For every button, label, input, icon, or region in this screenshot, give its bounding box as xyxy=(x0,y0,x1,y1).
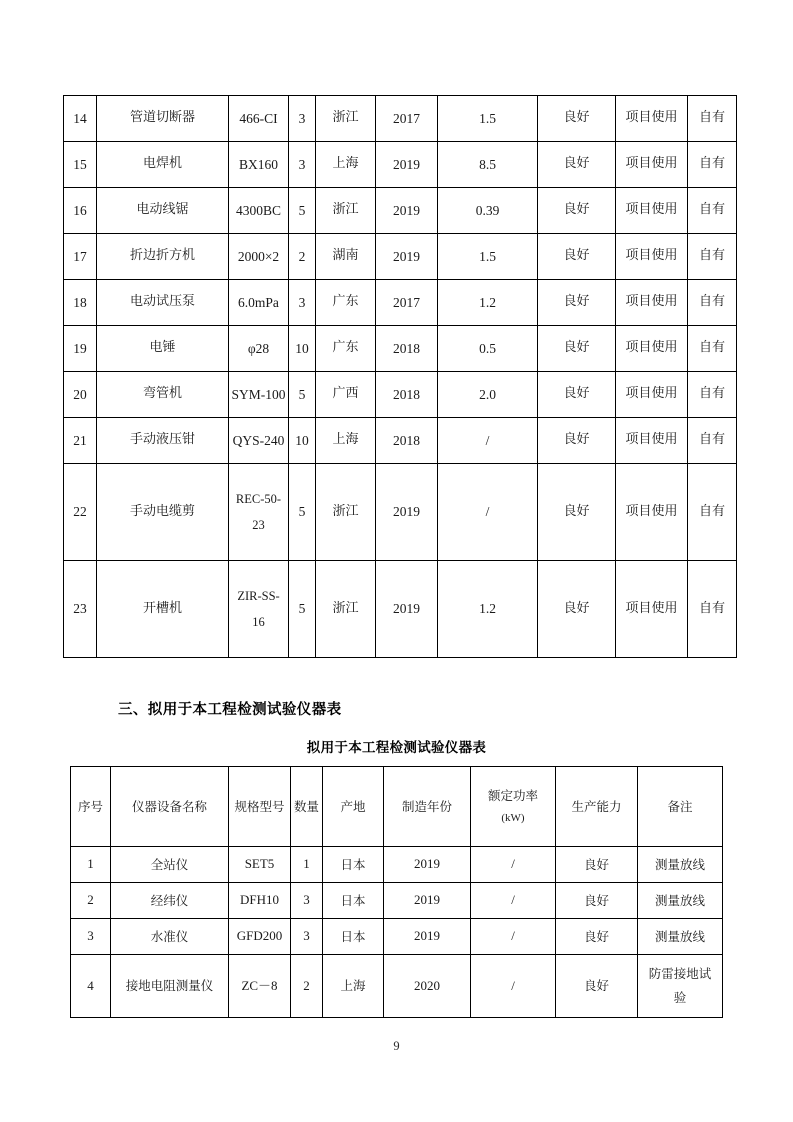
cell-model: SET5 xyxy=(229,847,291,883)
cell-power: / xyxy=(438,418,538,464)
cell-name: 手动电缆剪 xyxy=(97,464,229,561)
cell-remark xyxy=(638,955,723,1018)
cell-name: 电动线锯 xyxy=(97,188,229,234)
cell-capacity: 良好 xyxy=(556,883,638,919)
cell-condition: 良好 xyxy=(538,464,616,561)
cell-quantity: 5 xyxy=(289,372,316,418)
cell-year: 2017 xyxy=(376,280,438,326)
cell-name: 水准仪 xyxy=(111,919,229,955)
cell-name: 折边折方机 xyxy=(97,234,229,280)
cell-power: / xyxy=(471,847,556,883)
table-row xyxy=(64,234,737,280)
cell-remark: 测量放线 xyxy=(638,883,723,919)
cell-power: / xyxy=(471,919,556,955)
cell-model: 6.0mPa xyxy=(229,280,289,326)
cell-origin: 上海 xyxy=(316,418,376,464)
cell-remark: 测量放线 xyxy=(638,919,723,955)
cell-origin: 广西 xyxy=(316,372,376,418)
cell-quantity: 3 xyxy=(291,883,323,919)
cell-remark: 自有 xyxy=(688,464,737,561)
table-row xyxy=(71,847,723,883)
cell-usage: 项目使用 xyxy=(616,188,688,234)
cell-power: 1.5 xyxy=(438,96,538,142)
cell-quantity: 10 xyxy=(289,418,316,464)
cell-name: 电焊机 xyxy=(97,142,229,188)
cell-year: 2019 xyxy=(384,847,471,883)
cell-year: 2019 xyxy=(376,561,438,658)
cell-index: 15 xyxy=(64,142,97,188)
cell-condition: 良好 xyxy=(538,96,616,142)
cell-index: 2 xyxy=(71,883,111,919)
cell-year: 2020 xyxy=(384,955,471,1018)
table-row xyxy=(71,919,723,955)
cell-name: 接地电阻测量仪 xyxy=(111,955,229,1018)
cell-capacity: 良好 xyxy=(556,919,638,955)
cell-name: 管道切断器 xyxy=(97,96,229,142)
cell-year: 2018 xyxy=(376,326,438,372)
cell-name: 电锤 xyxy=(97,326,229,372)
cell-origin: 上海 xyxy=(316,142,376,188)
cell-capacity: 良好 xyxy=(556,847,638,883)
table-row xyxy=(64,280,737,326)
cell-origin: 日本 xyxy=(323,919,384,955)
cell-origin: 浙江 xyxy=(316,561,376,658)
cell-power: 0.5 xyxy=(438,326,538,372)
cell-remark: 测量放线 xyxy=(638,847,723,883)
cell-index: 18 xyxy=(64,280,97,326)
cell-year: 2018 xyxy=(376,418,438,464)
table-row xyxy=(64,418,737,464)
cell-power: 1.2 xyxy=(438,561,538,658)
cell-usage: 项目使用 xyxy=(616,280,688,326)
equipment-table xyxy=(63,95,737,658)
cell-power: 2.0 xyxy=(438,372,538,418)
table-header-row xyxy=(71,767,723,847)
header-name: 仪器设备名称 xyxy=(111,767,229,847)
cell-model: BX160 xyxy=(229,142,289,188)
cell-usage: 项目使用 xyxy=(616,234,688,280)
cell-model xyxy=(229,561,289,658)
cell-remark: 自有 xyxy=(688,96,737,142)
section-heading: 三、拟用于本工程检测试验仪器表 xyxy=(118,702,342,718)
header-year: 制造年份 xyxy=(384,767,471,847)
table-row xyxy=(64,326,737,372)
model-line: 23 xyxy=(252,518,265,532)
cell-condition: 良好 xyxy=(538,418,616,464)
header-capacity: 生产能力 xyxy=(556,767,638,847)
cell-index: 1 xyxy=(71,847,111,883)
cell-condition: 良好 xyxy=(538,326,616,372)
cell-origin: 广东 xyxy=(316,326,376,372)
cell-quantity: 2 xyxy=(291,955,323,1018)
cell-power: / xyxy=(471,955,556,1018)
cell-usage: 项目使用 xyxy=(616,372,688,418)
cell-index: 19 xyxy=(64,326,97,372)
cell-origin: 浙江 xyxy=(316,188,376,234)
cell-origin: 上海 xyxy=(323,955,384,1018)
cell-remark: 自有 xyxy=(688,188,737,234)
cell-name: 手动液压钳 xyxy=(97,418,229,464)
cell-name: 全站仪 xyxy=(111,847,229,883)
cell-name: 电动试压泵 xyxy=(97,280,229,326)
table-row xyxy=(64,372,737,418)
table-row xyxy=(71,955,723,1018)
cell-index: 23 xyxy=(64,561,97,658)
instrument-table xyxy=(70,766,723,1018)
cell-remark: 自有 xyxy=(688,142,737,188)
table-caption: 拟用于本工程检测试验仪器表 xyxy=(306,740,487,756)
cell-quantity: 3 xyxy=(289,142,316,188)
table-row xyxy=(64,188,737,234)
cell-quantity: 5 xyxy=(289,464,316,561)
cell-model: 4300BC xyxy=(229,188,289,234)
header-rated-power xyxy=(471,767,556,847)
header-rated-power-main: 额定功率 xyxy=(487,788,538,804)
model-line: 16 xyxy=(252,615,265,629)
equipment-table-body xyxy=(64,96,737,658)
cell-usage: 项目使用 xyxy=(616,326,688,372)
cell-remark: 自有 xyxy=(688,326,737,372)
header-origin: 产地 xyxy=(323,767,384,847)
cell-origin: 湖南 xyxy=(316,234,376,280)
cell-model: SYM-100 xyxy=(229,372,289,418)
cell-remark: 自有 xyxy=(688,234,737,280)
cell-quantity: 10 xyxy=(289,326,316,372)
cell-origin: 日本 xyxy=(323,883,384,919)
cell-name: 经纬仪 xyxy=(111,883,229,919)
cell-index: 16 xyxy=(64,188,97,234)
cell-remark: 自有 xyxy=(688,280,737,326)
table-row xyxy=(64,561,737,658)
cell-condition: 良好 xyxy=(538,142,616,188)
cell-remark: 自有 xyxy=(688,372,737,418)
cell-index: 3 xyxy=(71,919,111,955)
cell-usage: 项目使用 xyxy=(616,464,688,561)
cell-year: 2019 xyxy=(376,188,438,234)
table-row xyxy=(64,96,737,142)
cell-name: 弯管机 xyxy=(97,372,229,418)
cell-power: / xyxy=(438,464,538,561)
cell-model: φ28 xyxy=(229,326,289,372)
cell-model: QYS-240 xyxy=(229,418,289,464)
header-model: 规格型号 xyxy=(229,767,291,847)
cell-origin: 浙江 xyxy=(316,96,376,142)
cell-quantity: 5 xyxy=(289,188,316,234)
cell-year: 2019 xyxy=(384,919,471,955)
header-quantity: 数量 xyxy=(291,767,323,847)
cell-quantity: 5 xyxy=(289,561,316,658)
cell-power: 1.2 xyxy=(438,280,538,326)
cell-model: GFD200 xyxy=(229,919,291,955)
cell-usage: 项目使用 xyxy=(616,142,688,188)
cell-index: 14 xyxy=(64,96,97,142)
cell-condition: 良好 xyxy=(538,280,616,326)
cell-origin: 日本 xyxy=(323,847,384,883)
cell-power: 8.5 xyxy=(438,142,538,188)
cell-capacity: 良好 xyxy=(556,955,638,1018)
table-row xyxy=(64,142,737,188)
cell-condition: 良好 xyxy=(538,188,616,234)
cell-quantity: 1 xyxy=(291,847,323,883)
header-remark: 备注 xyxy=(638,767,723,847)
cell-usage: 项目使用 xyxy=(616,561,688,658)
cell-index: 21 xyxy=(64,418,97,464)
cell-model xyxy=(229,464,289,561)
cell-quantity: 3 xyxy=(289,96,316,142)
cell-power: 0.39 xyxy=(438,188,538,234)
remark-line: 防雷接地试 xyxy=(648,966,712,982)
cell-origin: 浙江 xyxy=(316,464,376,561)
cell-year: 2019 xyxy=(384,883,471,919)
cell-power: 1.5 xyxy=(438,234,538,280)
cell-model: 2000×2 xyxy=(229,234,289,280)
cell-quantity: 3 xyxy=(289,280,316,326)
cell-index: 22 xyxy=(64,464,97,561)
table-row xyxy=(64,464,737,561)
cell-year: 2019 xyxy=(376,142,438,188)
cell-index: 20 xyxy=(64,372,97,418)
remark-line: 验 xyxy=(673,990,687,1005)
cell-year: 2019 xyxy=(376,464,438,561)
cell-remark: 自有 xyxy=(688,418,737,464)
cell-origin: 广东 xyxy=(316,280,376,326)
cell-index: 17 xyxy=(64,234,97,280)
table-row xyxy=(71,883,723,919)
cell-condition: 良好 xyxy=(538,372,616,418)
model-line: REC-50- xyxy=(235,491,282,506)
cell-quantity: 2 xyxy=(289,234,316,280)
cell-name: 开槽机 xyxy=(97,561,229,658)
cell-year: 2017 xyxy=(376,96,438,142)
cell-model: DFH10 xyxy=(229,883,291,919)
model-line: ZIR-SS- xyxy=(237,588,280,603)
cell-remark: 自有 xyxy=(688,561,737,658)
cell-model: 466-CI xyxy=(229,96,289,142)
cell-model: ZC－8 xyxy=(229,955,291,1018)
header-rated-power-unit: (kW) xyxy=(501,811,525,824)
cell-year: 2019 xyxy=(376,234,438,280)
cell-condition: 良好 xyxy=(538,561,616,658)
cell-quantity: 3 xyxy=(291,919,323,955)
page-number: 9 xyxy=(393,1039,400,1053)
cell-year: 2018 xyxy=(376,372,438,418)
cell-usage: 项目使用 xyxy=(616,96,688,142)
header-index: 序号 xyxy=(71,767,111,847)
cell-power: / xyxy=(471,883,556,919)
cell-index: 4 xyxy=(71,955,111,1018)
cell-usage: 项目使用 xyxy=(616,418,688,464)
instrument-table-body xyxy=(71,767,723,1018)
cell-condition: 良好 xyxy=(538,234,616,280)
